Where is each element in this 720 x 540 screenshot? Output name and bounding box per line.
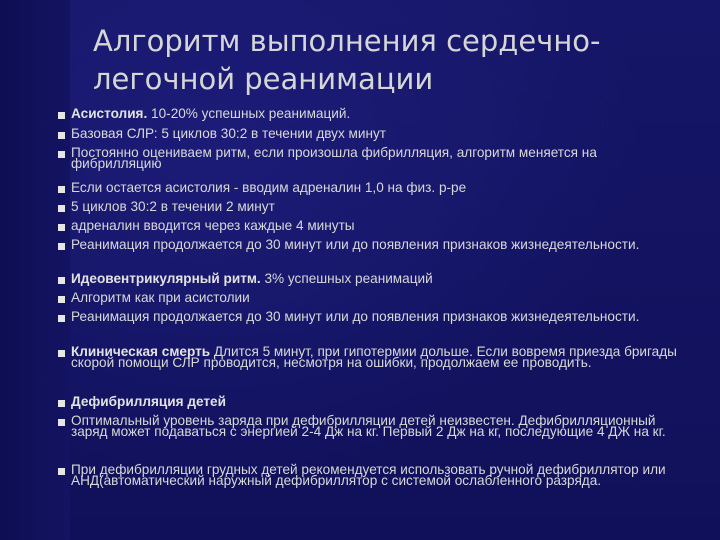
slide-title-line-2: легочной реанимации	[93, 62, 434, 96]
list-item-text	[71, 311, 691, 322]
list-item-body: Реанимация продолжается до 30 минут или до появления признаков жизнедеятельности.	[71, 237, 640, 252]
list-item-body: При дефибрилляции грудных детей рекомендуется использовать ручной дефибриллятор или АНД(автоматический наружный дефибриллятор с системой ослабленного разряда.	[71, 462, 666, 489]
square-bullet-icon	[58, 400, 65, 407]
square-bullet-icon	[58, 468, 65, 475]
list-item-text	[71, 201, 691, 212]
list-item-body: 3% успешных реанимаций	[260, 271, 433, 286]
list-item-text	[71, 220, 691, 231]
list-item-text	[71, 415, 691, 438]
list-item-body: Оптимальный уровень заряда при дефибрилляции детей неизвестен. Дефибрилляционный заряд может подаваться с энергией 2-4 Дж на кг. Первый 2 Дж на кг, последующие 4 ДЖ на кг.	[71, 413, 666, 440]
list-item-body: Базовая СЛР: 5 циклов 30:2 в течении двух минут	[71, 126, 387, 141]
list-item-text	[71, 239, 691, 250]
square-bullet-icon	[58, 419, 65, 426]
square-bullet-icon	[58, 350, 65, 357]
list-item-body: Реанимация продолжается до 30 минут или до появления признаков жизнедеятельности.	[71, 309, 640, 324]
list-item-lead: Идеовентрикулярный ритм.	[71, 271, 261, 286]
list-item-body: Постоянно оцениваем ритм, если произошла фибрилляция, алгоритм меняется на фибрилляцию	[71, 145, 597, 172]
list-item-lead: Клиническая смерть	[71, 344, 211, 359]
list-item-text	[71, 128, 691, 139]
list-item-text	[71, 273, 691, 284]
slide-title	[93, 22, 693, 98]
list-item-text	[71, 396, 691, 407]
square-bullet-icon	[58, 243, 65, 250]
square-bullet-icon	[58, 277, 65, 284]
square-bullet-icon	[58, 112, 65, 119]
list-item-body: 5 циклов 30:2 в течении 2 минут	[71, 199, 275, 214]
list-item-text	[71, 292, 691, 303]
list-item-lead: Дефибрилляция детей	[71, 394, 226, 409]
list-item-text	[71, 346, 691, 369]
square-bullet-icon	[58, 296, 65, 303]
square-bullet-icon	[58, 205, 65, 212]
list-item-text	[71, 182, 691, 193]
list-item-text	[71, 464, 691, 487]
list-item-lead: Асистолия.	[71, 106, 148, 121]
square-bullet-icon	[58, 151, 65, 158]
list-item-body: Если остается асистолия - вводим адреналин 1,0 на физ. р-ре	[71, 180, 467, 195]
square-bullet-icon	[58, 224, 65, 231]
left-band	[0, 0, 70, 540]
square-bullet-icon	[58, 186, 65, 193]
list-item-body: 10-20% успешных реанимаций.	[147, 106, 351, 121]
list-item-body: адреналин вводится через каждые 4 минуты	[71, 218, 355, 233]
list-item-body: Алгоритм как при асистолии	[71, 290, 250, 305]
list-item-text	[71, 147, 691, 170]
list-item-text	[71, 108, 691, 119]
slide-title-line-1: Алгоритм выполнения сердечно-	[93, 24, 601, 58]
square-bullet-icon	[58, 315, 65, 322]
list-item-body: Длится 5 минут, при гипотермии дольше. Если вовремя приезда бригады скорой помощи СЛР проводится, несмотря на ошибки, продолжаем ее проводить.	[71, 344, 677, 371]
square-bullet-icon	[58, 132, 65, 139]
